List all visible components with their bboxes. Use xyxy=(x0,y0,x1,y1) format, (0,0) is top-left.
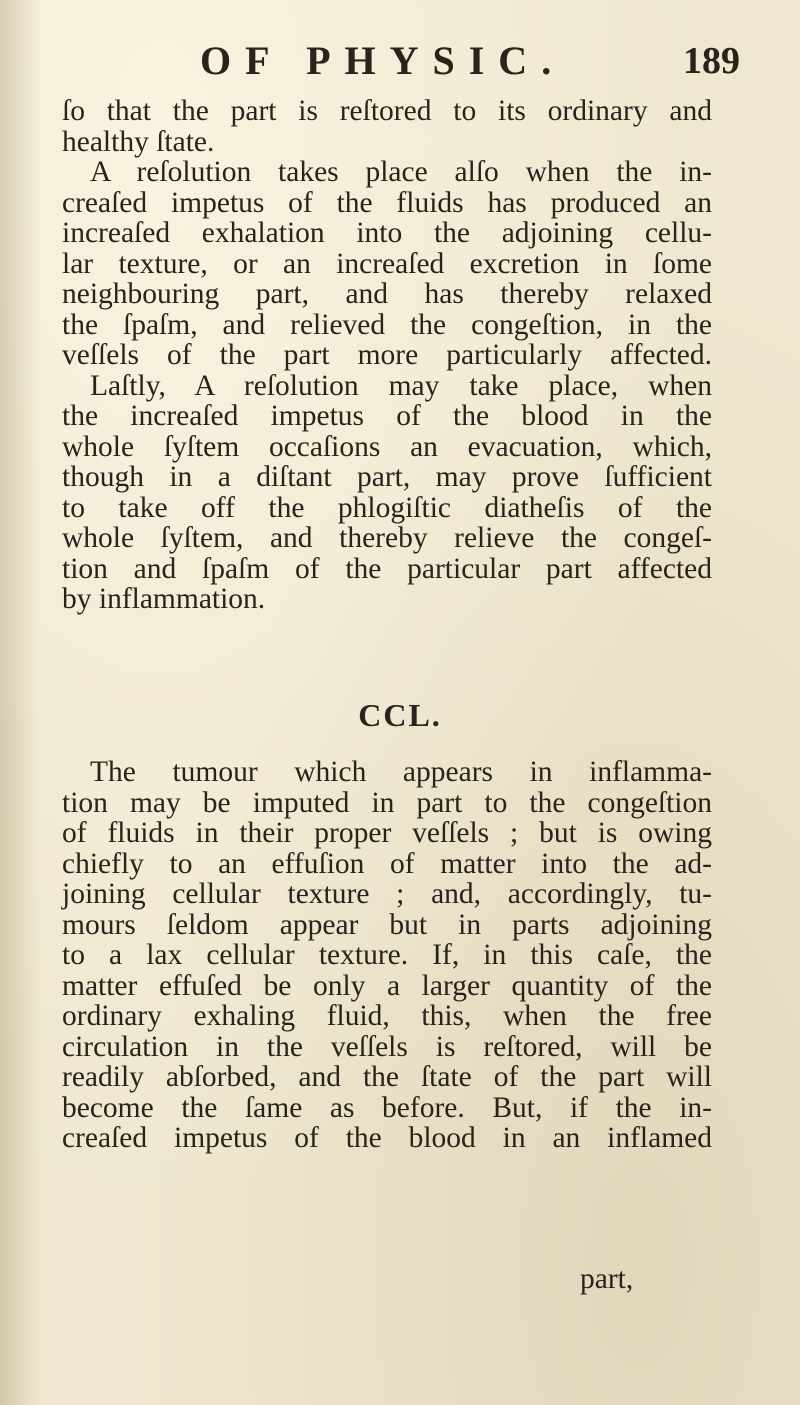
text-line: veſſels of the part more particularly affected. xyxy=(62,339,712,371)
page-number: 189 xyxy=(683,40,740,82)
body-text-lower xyxy=(62,757,712,1154)
text-line: of fluids in their proper veſſels ; but is owing xyxy=(62,817,712,849)
text-line: tion and ſpaſm of the particular part affected xyxy=(62,552,712,585)
text-line: creaſed impetus of the fluids has produced an xyxy=(62,186,712,219)
text-line: whole ſyſtem occaſions an evacuation, which, xyxy=(62,430,712,463)
text-line: the increaſed impetus of the blood in the xyxy=(62,400,712,432)
text-line: become the ſame as before. But, if the in- xyxy=(62,1091,712,1124)
catchword: part, xyxy=(580,1263,634,1295)
text-line: Laſtly, A reſolution may take place, when xyxy=(90,369,712,402)
text-line: circulation in the veſſels is reſtored, will be xyxy=(62,1030,712,1063)
text-line: lar texture, or an increaſed excretion in ſome xyxy=(62,247,712,280)
section-heading: CCL. xyxy=(358,697,442,733)
running-head xyxy=(60,36,740,86)
text-line: neighbouring part, and has thereby relaxed xyxy=(62,278,712,310)
body-text-upper xyxy=(62,96,712,615)
text-line: A reſolution takes place alſo when the in- xyxy=(90,156,712,188)
text-line: healthy ſtate. xyxy=(62,125,215,158)
text-line: joining cellular texture ; and, accordingly, tu- xyxy=(62,878,712,910)
text-line: tion may be imputed in part to the congeſtion xyxy=(62,786,712,819)
running-title: OF PHYSIC. xyxy=(200,38,566,83)
text-line: to a lax cellular texture. If, in this caſe, the xyxy=(62,939,712,971)
text-line: readily abſorbed, and the ſtate of the part will xyxy=(62,1061,712,1093)
text-line: ſo that the part is reſtored to its ordinary and xyxy=(62,95,712,127)
text-line: creaſed impetus of the blood in an inflamed xyxy=(62,1122,712,1154)
text-line: to take off the phlogiſtic diatheſis of the xyxy=(62,491,712,524)
text-line: chiefly to an effuſion of matter into the ad- xyxy=(62,847,712,880)
text-line: whole ſyſtem, and thereby relieve the congeſ- xyxy=(62,522,712,554)
text-line: matter effuſed be only a larger quantity of the xyxy=(62,969,712,1002)
text-line: mours ſeldom appear but in parts adjoining xyxy=(62,908,712,941)
text-line: The tumour which appears in inflamma- xyxy=(90,756,712,788)
text-line: ordinary exhaling fluid, this, when the free xyxy=(62,1000,712,1032)
text-line: by inflammation. xyxy=(62,583,266,615)
text-line: the ſpaſm, and relieved the congeſtion, in the xyxy=(62,308,712,341)
text-line: though in a diſtant part, may prove ſufficient xyxy=(62,461,712,493)
text-line: increaſed exhalation into the adjoining cellu- xyxy=(62,217,712,249)
